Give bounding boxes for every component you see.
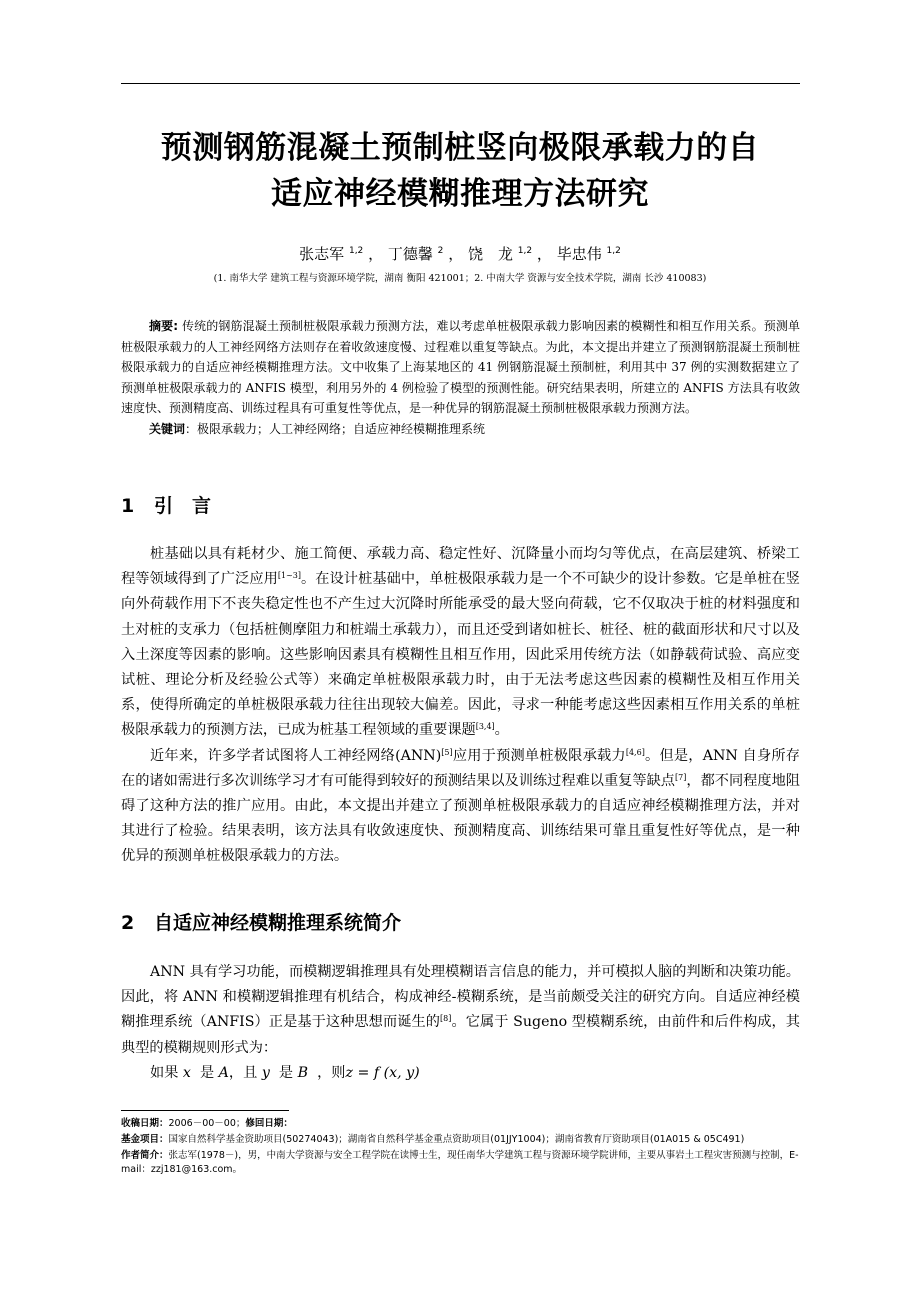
text-run: 。但是，ANN 自身所存在的诸如需进行多次训练学习才有可能得到较好的预测结果以及训练过程难以重复等缺点 xyxy=(121,747,800,789)
footnotes xyxy=(121,1117,800,1179)
author-affil-sup: 1,2 xyxy=(606,246,621,256)
affiliation: (1. 南华大学 建筑工程与资源环境学院，湖南 衡阳 421001；2. 中南大学 资源与安全技术学院，湖南 长沙 410083) xyxy=(213,273,707,284)
footnote-text: 国家自然科学基金资助项目(50274043)；湖南省自然科学基金重点资助项目(01JJY1004)；湖南省教育厅资助项目(01A015 & 05C491) xyxy=(168,1134,745,1145)
keywords-paragraph xyxy=(121,419,800,440)
author-affil-sup: 1,2 xyxy=(517,246,533,256)
text-run: ANN 具有学习功能，而模糊逻辑推理具有处理模糊语言信息的能力，并可模拟人脑的判断和决策功能。因此，将 ANN 和模糊逻辑推理有机结合，构成神经-模糊系统，是当前颇受关注的研究方向。自适应神经模糊推理系统（ANFIS）正是基于这种思想而诞生的 xyxy=(121,964,800,1031)
keywords-colon: ： xyxy=(185,421,198,436)
abstract-block xyxy=(121,316,800,439)
citation: [4,6] xyxy=(625,747,645,757)
formula-text: 是 xyxy=(199,1064,215,1081)
text-run: 。在设计桩基础中，单桩极限承载力是一个不可缺少的设计参数。它是单桩在竖向外荷载作用下不丧失稳定性也不产生过大沉降时所能承受的最大竖向荷载，它不仅取决于桩的材料强度和土对桩的支承力（包括桩侧摩阻力和桩端土承载力），而且还受到诸如桩长、桩径、桩的截面形状和尺寸以及入土深度等因素的影响。这些影响因素具有模糊性且相互作用，因此采用传统方法（如静载荷试验、高应变试桩、理论分析及经验公式等）来确定单桩极限承载力时，由于无法考虑这些因素的模糊性及相互作用关系，使得所确定的单桩极限承载力往往出现较大偏差。因此，寻求一种能考虑这些因素相互作用关系的单桩极限承载力的预测方法，已成为桩基工程领域的重要课题 xyxy=(121,571,800,739)
footnote-text: 2006－00－00； xyxy=(168,1118,246,1129)
author-affil-sup: 1,2 xyxy=(348,246,364,256)
citation: [5] xyxy=(441,747,453,757)
formula-expression: z = f (x, y) xyxy=(345,1064,420,1081)
citation: [7] xyxy=(675,772,687,782)
formula-var: A xyxy=(218,1064,229,1081)
author-separator: ， xyxy=(536,245,552,263)
text-run: ，都不同程度地阻碍了这种方法的推广应用。由此，本文提出并建立了预测单桩极限承载力的自适应神经模糊推理方法，并对其进行了检验。结果表明，该方法具有收敛速度快、预测精度高、训练结果可靠且重复性好等优点，是一种优异的预测单桩极限承载力的方法。 xyxy=(121,772,800,865)
keywords-label: 关键词 xyxy=(149,421,186,436)
author-separator: ， xyxy=(368,245,384,263)
title-line-1: 预测钢筋混凝土预制桩竖向极限承载力的自 xyxy=(160,130,760,166)
footnote-label: 收稿日期： xyxy=(121,1118,169,1129)
body-paragraph xyxy=(121,542,800,744)
citation: [1~3] xyxy=(277,571,301,581)
formula-text: ，且 xyxy=(228,1064,258,1081)
section-1-body xyxy=(121,542,800,870)
section-title: 引 言 xyxy=(154,495,212,517)
abstract-text: 传统的钢筋混凝土预制桩极限承载力预测方法，难以考虑单桩极限承载力影响因素的模糊性和相互作用关系。预测单桩极限承载力的人工神经网络方法则存在着收敛速度慢、过程难以重复等缺点。为此，本文提出并建立了预测钢筋混凝土预制桩极限承载力的自适应神经模糊推理方法。文中收集了上海某地区的 41 例钢筋混凝土预制桩，利用其中 37 例的实测数据建立了预测单桩极限承载力的 ANFIS 模型，利用另外的 4 例检验了模型的预测性能。研究结果表明，所建立的 ANFIS 方法具有收敛速度快、预测精度高、训练过程具有可重复性等优点，是一种优异的钢筋混凝土预制桩极限承载力预测方法。 xyxy=(121,319,800,415)
abstract-label: 摘要: xyxy=(149,319,179,333)
formula-text: 是 xyxy=(278,1064,294,1081)
fuzzy-rule-formula xyxy=(121,1061,800,1086)
keywords-text: 极限承载力；人工神经网络；自适应神经模糊推理系统 xyxy=(197,421,486,436)
paper-title xyxy=(100,125,820,217)
section-2-body xyxy=(121,960,800,1086)
footnote-text: 张志军(1978－)，男，中南大学资源与安全工程学院在读博士生，现任南华大学建筑工程与资源环境学院讲师，主要从事岩土工程灾害预测与控制，E-mail：zzj181@163.com。 xyxy=(121,1150,799,1175)
abstract-paragraph xyxy=(121,316,800,419)
author-list xyxy=(100,244,820,264)
section-number: 1 xyxy=(121,495,135,517)
footnote-label: 基金项目： xyxy=(121,1134,169,1145)
section-number: 2 xyxy=(121,912,135,934)
text-run: 近年来，许多学者试图将人工神经网络(ANN) xyxy=(150,747,442,764)
formula-text: ，则 xyxy=(317,1064,346,1081)
text-run: 桩基础以具有耗材少、施工简便、承载力高、稳定性好、沉降量小而均匀等优点，在高层建筑、桥梁工程等领域得到了广泛应用 xyxy=(121,546,800,588)
footnote-author xyxy=(121,1149,800,1177)
footnote-label: 作者简介： xyxy=(121,1150,169,1161)
author-affil-sup: 2 xyxy=(437,246,444,256)
author-separator: ， xyxy=(448,245,464,263)
formula-var: y xyxy=(261,1064,270,1081)
text-run: 。它属于 Sugeno 型模糊系统，由前件和后件构成，其典型的模糊规则形式为： xyxy=(121,1014,800,1056)
header-rule xyxy=(121,83,800,84)
author-name: 张志军 xyxy=(299,245,345,263)
author-name: 毕忠伟 xyxy=(556,245,602,263)
title-line-2: 适应神经模糊推理方法研究 xyxy=(271,176,649,212)
body-paragraph xyxy=(121,960,800,1061)
text-run: 应用于预测单桩极限承载力 xyxy=(452,747,626,764)
footnote-fund xyxy=(121,1133,800,1147)
author-name: 丁德馨 xyxy=(387,245,433,263)
text-run: 。 xyxy=(494,722,509,739)
section-title: 自适应神经模糊推理系统简介 xyxy=(154,912,402,934)
citation: [8] xyxy=(440,1014,452,1024)
formula-var: B xyxy=(297,1064,309,1081)
formula-text: 如果 xyxy=(150,1064,179,1081)
footnote-rule xyxy=(121,1110,289,1111)
section-heading-1 xyxy=(121,494,211,518)
body-paragraph xyxy=(121,744,800,870)
footnote-received xyxy=(121,1117,800,1131)
footnote-label: 修回日期： xyxy=(245,1118,293,1129)
citation: [3,4] xyxy=(475,722,495,732)
formula-var: x xyxy=(182,1064,191,1081)
author-name: 饶 龙 xyxy=(467,245,513,263)
section-heading-2 xyxy=(121,911,401,935)
